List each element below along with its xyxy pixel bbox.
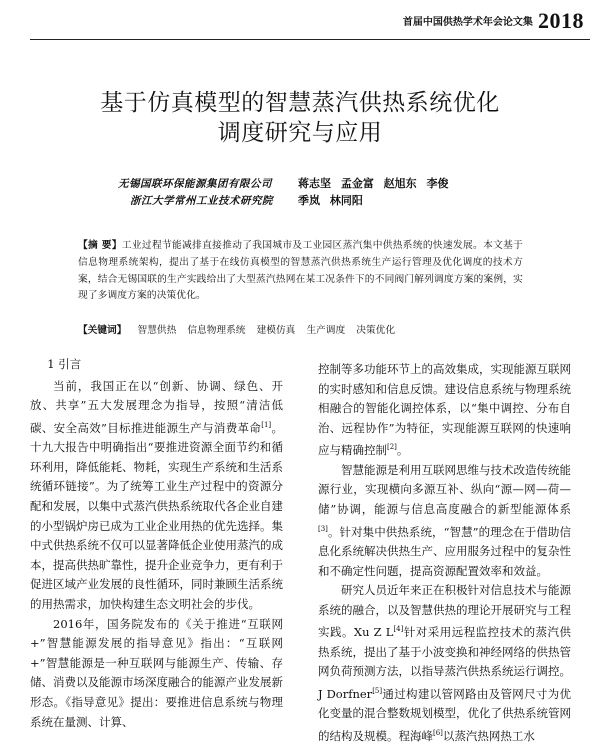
body-paragraph xyxy=(30,377,283,615)
paragraph-text: 。十九大报告中明确指出“要推进资源全面节约和循环利用，降低能耗、物耗，实现生产系统和生活系统循环链接”。为了统筹工业生产过程中的资源分配和发展，以集中式蒸汽供热系统取代各企业自建的小型锅炉房已成为工业企业用热的优先选择。集中式供热系统不仅可以显著降低企业使用蒸汽的成本，提高供热旷靠性，提升企业竞争力，更有利于促进区域产业发展的良性循环，同时兼顾生活系统的用热需求，加快构建生态文明社会的步伐。 xyxy=(30,420,283,611)
paragraph-text: 以蒸汽热网热工水 xyxy=(442,728,535,743)
body-paragraph xyxy=(318,360,571,461)
paragraph-text: 针对采用远程监控技术的蒸汽供热系统，提出了基于小波变换和神经网络的供热管网负荷预测方法，以指导蒸汽供热系统运行调控。J Dorfner xyxy=(318,625,571,701)
paragraph-text: 控制等多功能环节上的高效集成，实现能源互联网的实时感知和信息反馈。建设信息系统与物理系统相融合的智能化调控体系，以“集中调控、分布自治、远程协作”为特征，实现能源互联网的快速响应与精确控制 xyxy=(318,362,571,458)
paragraph-text: 。针对集中供热系统，“智慧”的理念在于借助信息化系统解决供热生产、应用服务过程中的复杂性和不确定性问题，提高资源配置效率和效益。 xyxy=(318,524,571,578)
paragraph-text: 当前，我国正在以“创新、协调、绿色、开放、共享”五大发展理念为指导，按照“清洁低碳、安全高效”目标推进能源生产与消费革命 xyxy=(30,378,283,435)
keywords xyxy=(78,322,523,336)
keyword-item: 建模仿真 xyxy=(256,325,296,336)
section-heading-introduction: 1 引言 xyxy=(47,357,82,371)
running-header xyxy=(300,8,584,34)
body-column-left xyxy=(30,355,283,732)
keyword-item: 信息物理系统 xyxy=(187,325,246,336)
abstract xyxy=(78,238,523,305)
paragraph-text: 。 xyxy=(396,443,409,458)
body-paragraph xyxy=(318,461,571,581)
paragraph-text: 智慧能源是利用互联网思维与技术改造传统能源行业，实现横向多源互补、纵向“源—网—荷—储”协调，能源与信息高度融合的新型能源体系 xyxy=(318,462,571,516)
keyword-item: 智慧供热 xyxy=(137,325,177,336)
conference-name: 首届中国供热学术年会论文集 xyxy=(402,17,533,28)
citation-ref: [5] xyxy=(372,686,383,695)
citation-ref: [1] xyxy=(261,420,272,429)
body-paragraph: 2016年，国务院发布的《关于推进“互联网+”智慧能源发展的指导意见》指出：“互联网+”智慧能源是一种互联网与能源生产、传输、存储、消费以及能源市场深度融合的能源产业发展新形态。《指导意见》提出：要推进信息系统与物理系统在量测、计算、 xyxy=(30,616,283,729)
keyword-item: 生产调度 xyxy=(306,325,346,336)
abstract-text: 工业过程节能减排直接推动了我国城市及工业园区蒸汽集中供热系统的快速发展。本文基于信息物理系统架构，提出了基于在线仿真模型的智慧蒸汽供热系统生产运行管理及优化调度的技术方案，结合无锡国联的生产实践给出了大型蒸汽热网在某工况条件下的不同阀门解列调度方案的案例，实现了多调度方案的决策优化。 xyxy=(78,240,524,302)
citation-ref: [3] xyxy=(318,524,328,533)
author-names-2: 季岚 林同阳 xyxy=(298,194,363,207)
paragraph-text: 研究人员近年来正在积极针对信息技术与能源系统的融合，以及智慧供热的理论开展研究与工程实践。Xu Z L xyxy=(318,583,571,640)
affiliation-2: 浙江大学常州工业技术研究院 xyxy=(130,195,273,207)
citation-ref: [2] xyxy=(387,443,397,452)
keyword-item: 决策优化 xyxy=(356,325,396,336)
paper-title-line-1: 基于仿真模型的智慧蒸汽供热系统优化 xyxy=(100,90,500,116)
citation-ref: [4] xyxy=(393,625,404,634)
body-paragraph xyxy=(318,581,571,746)
keywords-label: 【关键词】 xyxy=(78,325,127,336)
citation-ref: [6] xyxy=(433,729,443,737)
body-column-right xyxy=(318,360,571,746)
affiliation-1: 无锡国联环保能源集团有限公司 xyxy=(118,178,272,190)
header-rule xyxy=(30,39,590,40)
abstract-label: 【摘 要】 xyxy=(78,240,122,251)
paper-title-line-2: 调度研究与应用 xyxy=(217,120,383,146)
paragraph-text: 通过构建以管网路由及管网尺寸为优化变量的混合整数规划模型，优化了供热系统管网的结构及规模。程海峰 xyxy=(318,686,572,743)
conference-year: 2018 xyxy=(538,8,584,33)
author-names-1: 蒋志坚 孟金富 赵旭东 李俊 xyxy=(298,177,449,190)
